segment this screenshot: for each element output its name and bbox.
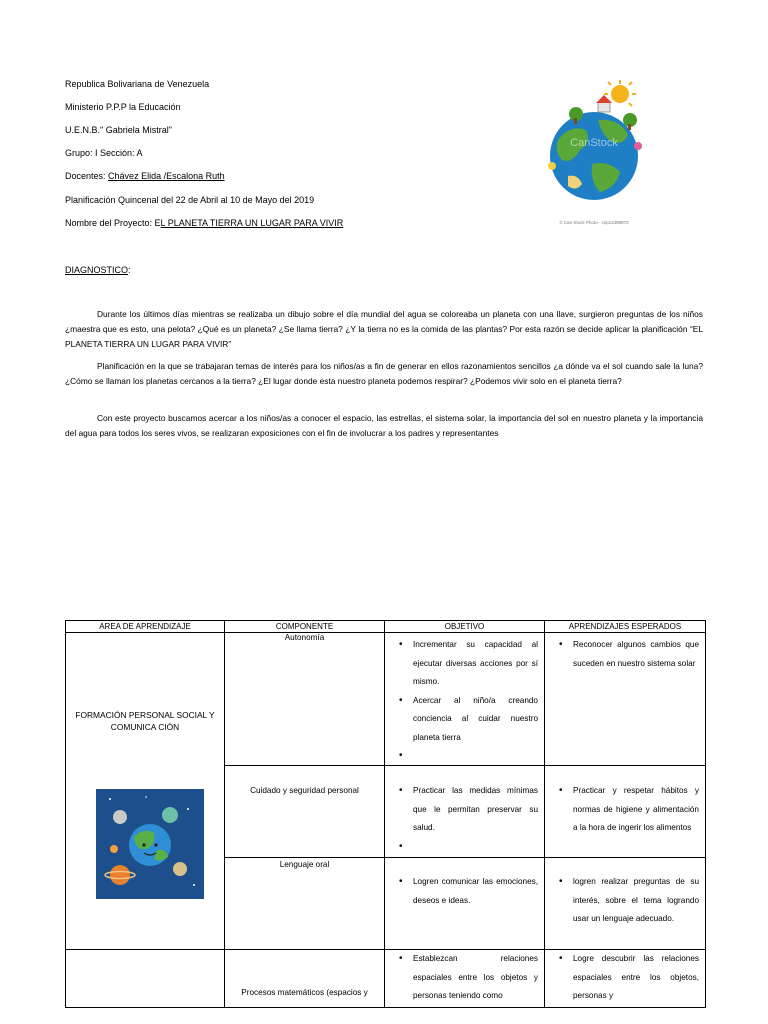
teachers-label: Docentes:	[65, 171, 106, 181]
ministry-name: Ministerio P.P.P la Educación	[65, 102, 181, 112]
componente-cell	[225, 633, 385, 766]
project-name-line	[65, 218, 343, 229]
componente-cell	[225, 950, 385, 1008]
table-row	[66, 633, 706, 766]
teachers-names: Chávez Elida /Escalona Ruth	[108, 171, 225, 181]
area-cell	[66, 633, 225, 950]
objetivo-cell	[385, 858, 545, 950]
project-label: Nombre del Proyecto: E	[65, 218, 161, 228]
list-item	[399, 747, 538, 765]
list-item: • Reconocer algunos cambios que suceden en nuestro sistema solar	[559, 636, 699, 673]
aprendizaje-list	[545, 766, 705, 838]
table-row	[66, 950, 706, 1008]
aprendizaje-cell	[545, 766, 706, 858]
teachers-line	[65, 171, 225, 182]
list-item: • Logre descubrir las relaciones espaciales entre los objetos, personas y	[559, 950, 699, 1006]
diagnostico-heading	[65, 265, 131, 276]
diagnostico-title: DIAGNOSTICO	[65, 265, 129, 275]
header-componente: COMPONENTE	[225, 621, 385, 633]
country-name: Republica Bolivariana de Venezuela	[65, 79, 210, 89]
project-name: L PLANETA TIERRA UN LUGAR PARA VIVIR	[160, 218, 344, 228]
list-item: • Incrementar su capacidad al ejecutar diversas acciones por sí mismo.	[399, 636, 538, 692]
diagnostico-paragraph-3	[65, 411, 703, 441]
componente-cuidado: Cuidado y seguridad personal	[250, 786, 359, 795]
aprendizaje-list	[545, 950, 705, 1006]
componente-procesos: Procesos matemáticos (espacios y	[241, 988, 368, 997]
globe-watermark: CanStock	[570, 137, 618, 149]
list-item	[399, 838, 538, 856]
area-name: FORMACIÓN PERSONAL SOCIAL Y COMUNICA CIÓN	[75, 710, 215, 732]
planning-period: Planificación Quincenal del 22 de Abril al 10 de Mayo del 2019	[65, 195, 315, 205]
area-cell-empty	[66, 950, 225, 1008]
objetivo-cell	[385, 950, 545, 1008]
diagnostico-paragraph-1	[65, 307, 703, 352]
aprendizaje-cell	[545, 858, 706, 950]
diagnostico-colon: :	[128, 265, 131, 275]
objetivo-list	[385, 858, 544, 910]
earth-globe-image	[528, 80, 662, 230]
list-item: • Logren comunicar las emociones, deseos e ideas.	[399, 873, 538, 910]
list-item: • logren realizar preguntas de su interés, sobre el tema logrando usar un lenguaje adecuado.	[559, 873, 699, 929]
header-area: AREA DE APRENDIZAJE	[66, 621, 225, 633]
diagnostico-paragraph-2	[65, 359, 703, 389]
aprendizaje-cell	[545, 633, 706, 766]
list-item: • Practicar las medidas mínimas que le permitan preservar su salud.	[399, 782, 538, 838]
diagnostico-p2-text: Planificación en la que se trabajaran temas de interés para los niños/as a fin de generar en ellos razonamientos sencillos ¿a dónde va el sol cuando sale la luna? ¿Cómo se llaman los planetas cercanos a la tierra? ¿El lugar donde esta nuestro planeta podemos respirar? ¿Podemos vivir solo en el planeta tierra?	[65, 361, 703, 386]
school-name: U.E.N.B." Gabriela Mistral"	[65, 125, 172, 135]
table-header-row	[66, 621, 706, 633]
componente-cell	[225, 858, 385, 950]
list-item: • Practicar y respetar hábitos y normas de higiene y alimentación a la hora de ingerir los alimentos	[559, 782, 699, 838]
header-aprendizajes: APRENDIZAJES ESPERADOS	[545, 621, 706, 633]
diagnostico-p1-text: Durante los últimos días mientras se realizaba un dibujo sobre el día mundial del agua se coloreaba un planeta con una llave, surgieron preguntas de los niños ¿maestra que es esto, una pelota? ¿Qué es un planeta? ¿Se llama tierra? ¿Y la tierra no es la comida de las plantas? Por esta razón se decide aplicar la planificación “EL PLANETA TIERRA UN LUGAR PARA VIVIR”	[65, 309, 703, 349]
earth-illustration	[528, 80, 662, 230]
aprendizaje-cell	[545, 950, 706, 1008]
objetivo-cell	[385, 633, 545, 766]
planning-table	[65, 620, 706, 1008]
objetivo-list	[385, 950, 544, 1006]
aprendizaje-list	[545, 633, 705, 673]
header-objetivo: OBJETIVO	[385, 621, 545, 633]
componente-autonomia: Autonomía	[284, 633, 325, 642]
group-section: Grupo: I Sección: A	[65, 148, 143, 158]
objetivo-list	[385, 766, 544, 856]
planets-image	[96, 789, 204, 899]
objetivo-cell	[385, 766, 545, 858]
list-item: • Establezcan relaciones espaciales entre los objetos y personas teniendo como	[399, 950, 538, 1006]
list-item: • Acercar al niño/a creando conciencia al cuidar nuestro planeta tierra	[399, 692, 538, 748]
componente-lenguaje: Lenguaje oral	[279, 860, 330, 869]
objetivo-list	[385, 633, 544, 765]
globe-caption: © Can Stock Photo - csp12389872	[559, 220, 629, 225]
diagnostico-p3-text: Con este proyecto buscamos acercar a los niños/as a conocer el espacio, las estrellas, el sistema solar, la importancia del sol en nuestro planeta y la importancia del agua para todos los seres vivos, se realizaran exposiciones con el fin de involucrar a los padres y representantes	[65, 413, 703, 438]
aprendizaje-list	[545, 858, 705, 929]
componente-cell	[225, 766, 385, 858]
solar-system-illustration	[96, 789, 204, 899]
